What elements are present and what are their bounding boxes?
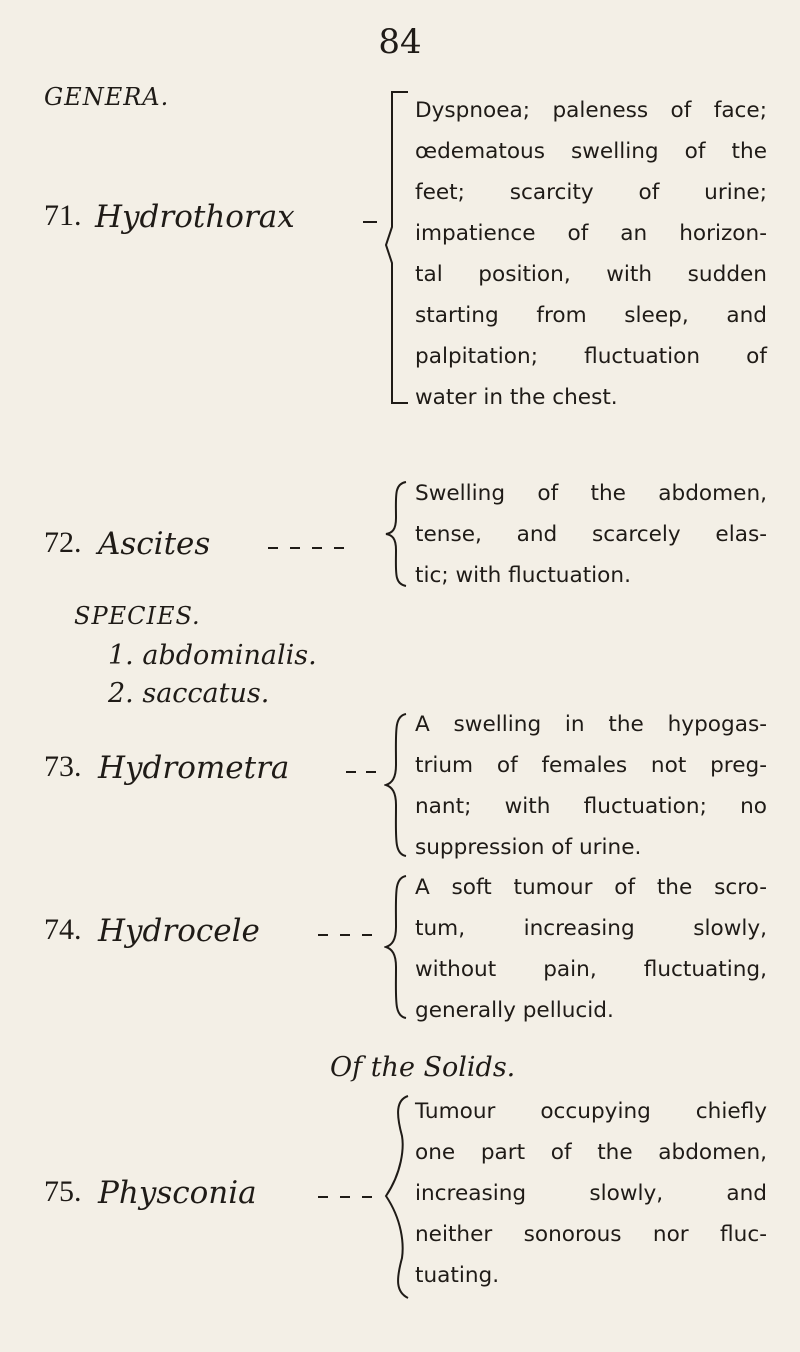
entry-description <box>415 867 767 1031</box>
brace-icon <box>384 710 410 860</box>
description-line: one part of the abdomen, <box>415 1140 767 1165</box>
entry-description <box>415 1091 767 1296</box>
entry-name: Physconia <box>98 1175 257 1211</box>
brace-icon <box>384 872 410 1022</box>
description-line: Dyspnoea; paleness of face; <box>415 98 767 123</box>
description-line: tum, increasing slowly, <box>415 916 767 941</box>
leader-dash <box>362 934 372 936</box>
leader-dash <box>334 547 344 549</box>
page-number: 84 <box>378 22 422 62</box>
leader-dash <box>268 547 278 549</box>
description-line: trium of females not preg- <box>415 753 767 778</box>
entry-number: 75. <box>44 1175 82 1208</box>
entry-name: Hydrothorax <box>95 199 295 235</box>
leader-dash <box>346 771 356 773</box>
leader-dash <box>340 934 350 936</box>
description-line: neither sonorous nor fluc- <box>415 1222 767 1247</box>
description-line: A soft tumour of the scro- <box>415 875 767 900</box>
entry-name: Hydrometra <box>98 750 290 786</box>
leader-dash <box>312 547 322 549</box>
description-line: increasing slowly, and <box>415 1181 767 1206</box>
brace-icon <box>384 90 410 405</box>
description-line: without pain, fluctuating, <box>415 957 767 982</box>
entry-number: 72. <box>44 526 82 559</box>
leader-dash <box>363 221 377 223</box>
description-line: nant; with fluctuation; no <box>415 794 767 819</box>
leader-dash <box>290 547 300 549</box>
description-line: suppression of urine. <box>415 835 642 860</box>
description-line: starting from sleep, and <box>415 303 767 328</box>
genera-heading: GENERA. <box>44 83 170 111</box>
description-line: œdematous swelling of the <box>415 139 767 164</box>
species-item: 1. abdominalis. <box>108 640 317 671</box>
leader-dash <box>318 934 328 936</box>
description-line: Tumour occupying chiefly <box>415 1099 767 1124</box>
leader-dash <box>366 771 376 773</box>
entry-number: 73. <box>44 750 82 783</box>
entry-name: Hydrocele <box>98 913 260 949</box>
description-line: tense, and scarcely elas- <box>415 522 767 547</box>
description-line: tuating. <box>415 1263 500 1288</box>
entry-name: Ascites <box>98 526 211 562</box>
leader-dash <box>340 1196 350 1198</box>
entry-number: 74. <box>44 913 82 946</box>
species-item: 2. saccatus. <box>108 678 270 709</box>
brace-icon <box>384 1092 410 1302</box>
description-line: feet; scarcity of urine; <box>415 180 767 205</box>
description-line: palpitation; fluctuation of <box>415 344 767 369</box>
leader-dash <box>362 1196 372 1198</box>
section-title: Of the Solids. <box>330 1052 516 1083</box>
entry-description <box>415 704 767 868</box>
description-line: A swelling in the hypogas- <box>415 712 767 737</box>
description-line: tal position, with sudden <box>415 262 767 287</box>
entry-description <box>415 90 767 418</box>
description-line: impatience of an horizon- <box>415 221 767 246</box>
entry-description <box>415 473 767 596</box>
description-line: tic; with fluctuation. <box>415 563 631 588</box>
leader-dash <box>318 1196 328 1198</box>
description-line: generally pellucid. <box>415 998 614 1023</box>
description-line: water in the chest. <box>415 385 618 410</box>
description-line: Swelling of the abdomen, <box>415 481 767 506</box>
entry-number: 71. <box>44 199 82 232</box>
species-heading: SPECIES. <box>74 602 201 630</box>
brace-icon <box>384 478 410 590</box>
